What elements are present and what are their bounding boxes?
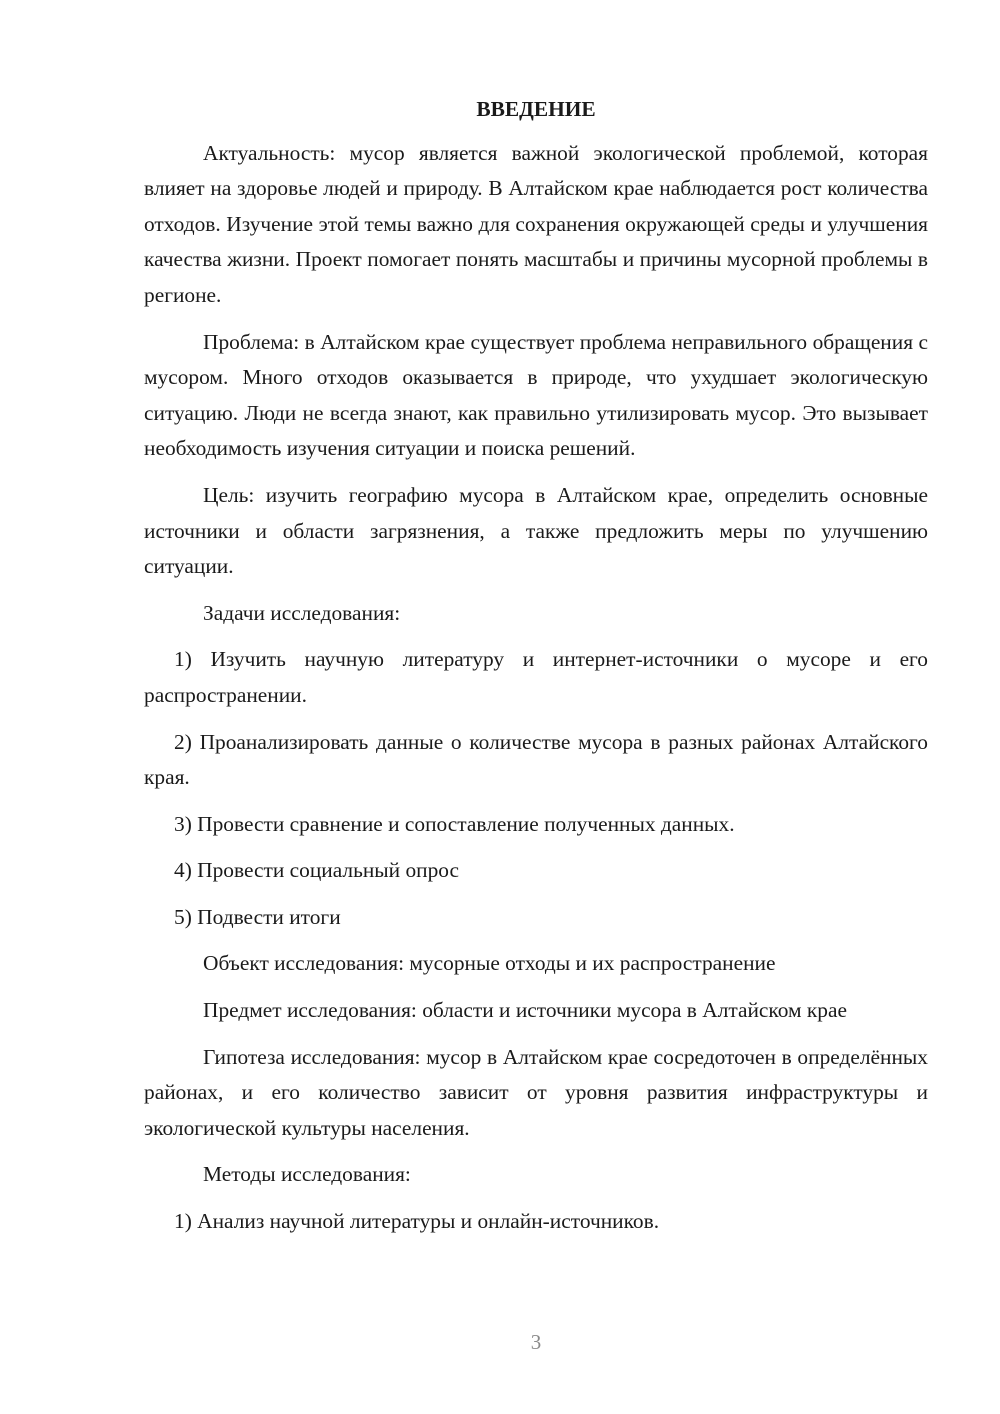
problem-paragraph: Проблема: в Алтайском крае существует проблема неправильного обращения с мусором. Много отходов оказывается в природе, что ухудшает экологическую ситуацию. Люди не всегда знают, как правильно утилизировать мусор. Это вызывает необходимость изучения ситуации и поиска решений. — [144, 329, 928, 461]
task-item: 1) Изучить научную литературу и интернет-источники о мусоре и его распространении. — [144, 647, 928, 707]
page-number: 3 — [530, 1330, 542, 1354]
task-item: 3) Провести сравнение и сопоставление полученных данных. — [174, 811, 735, 836]
section-title: ВВЕДЕНИЕ — [476, 97, 596, 121]
task-item: 2) Проанализировать данные о количестве мусора в разных районах Алтайского края. — [144, 729, 928, 790]
goal-paragraph: Цель: изучить географию мусора в Алтайском крае, определить основные источники и области загрязнения, а также предложить меры по улучшению ситуации. — [144, 482, 928, 579]
methods-heading: Методы исследования: — [203, 1162, 411, 1187]
hypothesis-paragraph: Гипотеза исследования: мусор в Алтайском крае сосредоточен в определённых районах, и его количество зависит от уровня развития инфраструктуры и экологической культуры населения. — [144, 1044, 928, 1140]
tasks-heading: Задачи исследования: — [203, 600, 401, 625]
object-paragraph: Объект исследования: мусорные отходы и их распространение — [203, 951, 776, 976]
subject-paragraph: Предмет исследования: области и источники мусора в Алтайском крае — [203, 998, 847, 1023]
method-item: 1) Анализ научной литературы и онлайн-источников. — [174, 1209, 660, 1234]
relevance-paragraph: Актуальность: мусор является важной экологической проблемой, которая влияет на здоровье людей и природу. В Алтайском крае наблюдается рост количества отходов. Изучение этой темы важно для сохранения окружающей среды и улучшения качества жизни. Проект помогает понять масштабы и причины мусорной проблемы в регионе. — [144, 140, 928, 307]
task-item: 5) Подвести итоги — [174, 904, 341, 929]
document-page — [144, 92, 928, 1251]
task-item: 4) Провести социальный опрос — [174, 858, 460, 883]
